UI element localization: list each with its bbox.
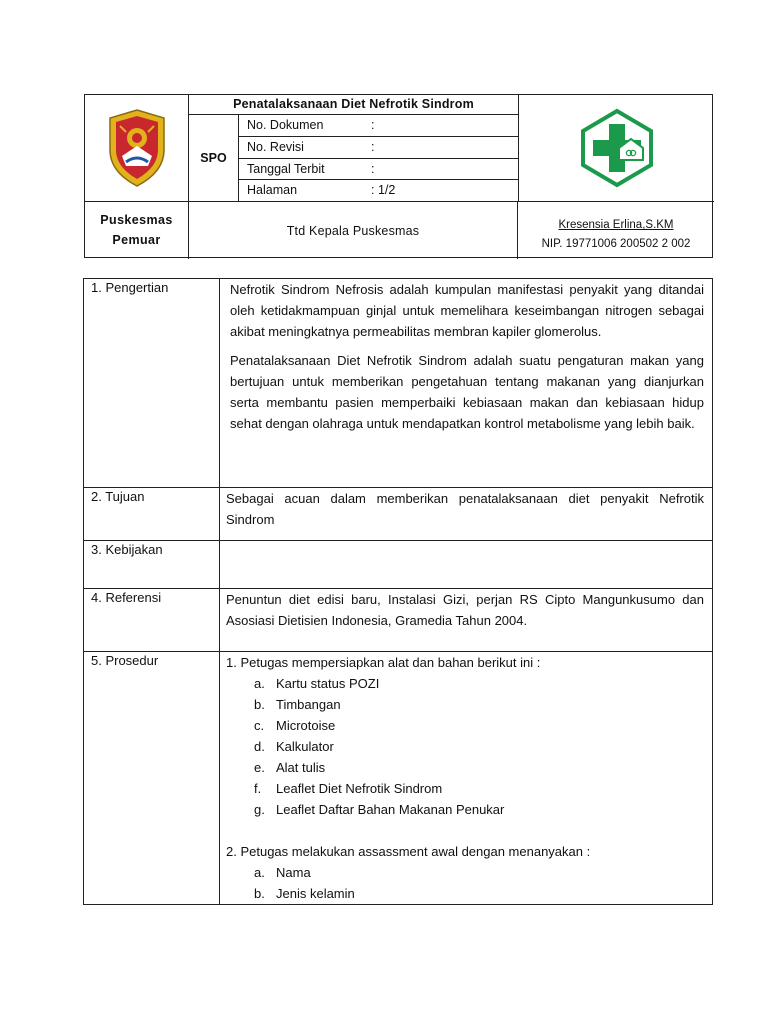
row-pengertian <box>84 279 712 488</box>
list-item: c. Microtoise <box>254 718 336 733</box>
signature-label: Ttd Kepala Puskesmas <box>189 202 518 259</box>
regional-seal-icon <box>104 108 170 188</box>
field-value: : <box>371 161 375 176</box>
field-tanggal-terbit <box>239 159 518 181</box>
puskesmas-logo <box>519 95 714 202</box>
list-item: f. Leaflet Diet Nefrotik Sindrom <box>254 781 443 796</box>
definition-paragraph-2: Penatalaksanaan Diet Nefrotik Sindrom adalah suatu pengaturan makan yang bertujuan untuk memberikan pengetahuan tentang makanan yang dianjurkan serta membantu pasien memperbaiki kebiasaan makan dan kebiasaan hidup sehat dengan olahraga untuk mendapatkan kontrol metabolisme yang lebih baik. <box>230 353 704 431</box>
row-label: 5. Prosedur <box>91 653 159 668</box>
row-referensi <box>84 589 712 652</box>
field-value: : <box>371 118 375 132</box>
document-meta-fields <box>239 115 518 202</box>
row-prosedur <box>84 652 712 904</box>
list-item: a. Nama <box>254 865 311 880</box>
field-value: : <box>371 139 375 154</box>
row-label: 2. Tujuan <box>91 489 145 504</box>
spo-label: SPO <box>189 115 239 202</box>
row-label: 3. Kebijakan <box>91 542 163 557</box>
head-name: Kresensia Erlina,S.KM <box>558 219 674 231</box>
procedure-table <box>83 278 713 905</box>
field-label: Halaman <box>247 183 298 198</box>
head-of-puskesmas <box>518 202 714 259</box>
definition-paragraph-1: Nefrotik Sindrom Nefrosis adalah kumpulan manifestasi penyakit yang ditandai oleh ketidakmampuan ginjal untuk memelihara keseimbangan nitrogen sebagai akibat meningkatnya permeabilitas membran kapiler glomerolus. <box>230 282 704 339</box>
row-tujuan <box>84 488 712 541</box>
row-label: 4. Referensi <box>91 590 162 605</box>
procedure-step-2: 2. Petugas melakukan assassment awal dengan menanyakan : <box>226 844 591 859</box>
row-label: 1. Pengertian <box>91 280 169 295</box>
list-item: g. Leaflet Daftar Bahan Makanan Penukar <box>254 802 505 817</box>
row-content: Sebagai acuan dalam memberikan penatalaksanaan diet penyakit Nefrotik Sindrom <box>226 491 704 527</box>
row-kebijakan <box>84 541 712 589</box>
head-nip: NIP. 19771006 200502 2 002 <box>541 238 691 250</box>
field-no-dokumen <box>239 115 518 137</box>
organization-name <box>85 202 189 259</box>
row-content: Penuntun diet edisi baru, Instalasi Gizi, perjan RS Cipto Mangunkusumo dan Asosiasi Dietisien Indonesia, Gramedia Tahun 2004. <box>226 592 704 628</box>
list-item: a. Kartu status POZI <box>254 676 380 691</box>
list-item: b. Timbangan <box>254 697 341 712</box>
row-content <box>226 652 704 904</box>
document-title: Penatalaksanaan Diet Nefrotik Sindrom <box>189 95 518 115</box>
field-value: : 1/2 <box>371 183 396 198</box>
procedure-step-1: 1. Petugas mempersiapkan alat dan bahan berikut ini : <box>226 655 541 670</box>
list-item: e. Alat tulis <box>254 760 326 775</box>
row-content <box>230 279 704 442</box>
field-label: No. Revisi <box>247 139 304 154</box>
regional-seal-logo <box>85 95 189 202</box>
field-label: No. Dokumen <box>247 118 324 132</box>
organization-line2: Pemuar <box>112 233 161 247</box>
field-label: Tanggal Terbit <box>247 161 325 176</box>
document-header <box>84 94 713 258</box>
puskesmas-cross-icon <box>577 108 657 188</box>
spacer <box>226 820 704 841</box>
list-item: b. Jenis kelamin <box>254 886 355 901</box>
field-no-revisi <box>239 137 518 159</box>
organization-line1: Puskesmas <box>100 213 173 227</box>
field-halaman <box>239 180 518 202</box>
list-item: d. Kalkulator <box>254 739 334 754</box>
